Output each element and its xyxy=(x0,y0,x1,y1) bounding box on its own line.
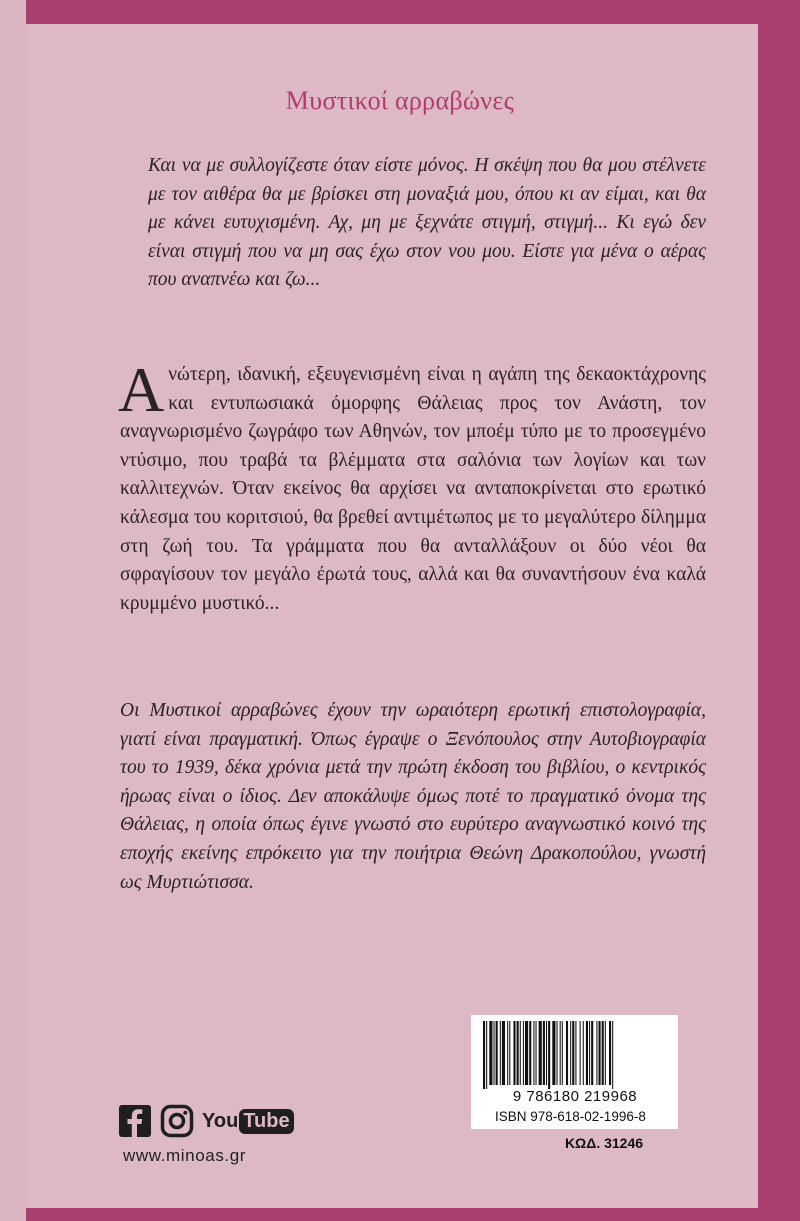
publisher-website[interactable]: www.minoas.gr xyxy=(123,1146,247,1165)
instagram-icon[interactable] xyxy=(160,1104,194,1138)
opening-quote: Και να με συλλογίζεστε όταν είστε μόνος. Η σκέψη που θα μου στέλνετε με τον αιθέρα θα με βρίσκει στη μοναξιά μου, όπου κι αν είμαι, και θα με κάνει ευτυχισμένη. Αχ, μη με ξεχνάτε στιγμή, στιγμή... Κι εγώ δεν είναι στιγμή που να μη σας έχω στον νου μου. Είστε για μένα ο αέρας που αναπνέω και ζω... xyxy=(148,155,706,291)
product-code: ΚΩΔ. 31246 xyxy=(564,1135,644,1151)
barcode-area xyxy=(471,1015,678,1129)
youtube-you-text: You xyxy=(202,1109,239,1132)
isbn-text: ISBN 978-618-02-1996-8 xyxy=(495,1109,646,1124)
author-note: Οι Μυστικοί αρραβώνες έχουν την ωραιότερη ερωτική επιστολογραφία, γιατί είναι πραγματική. Όπως έγραψε ο Ξενόπουλος στην Αυτοβιογραφία του το 1939, δέκα χρόνια μετά την πρώτη έκδοση του βιβλίου, ο κεντρικός ήρωας είναι ο ίδιος. Δεν αποκάλυψε όμως ποτέ το πραγματικό όνομα της Θάλειας, η οποία όπως έγινε γνωστό στο ευρύτερο αναγνωστικό κοινό της εποχής εκείνης επρόκειτο για την ποιήτρια Θεώνη Δρακοπούλου, γνωστή ως Μυρτιώτισσα. xyxy=(120,700,706,893)
barcode-number: 9 786180 219968 xyxy=(512,1088,638,1105)
description-text: νώτερη, ιδανική, εξευγενισμένη είναι η αγάπη της δεκαοκτάχρονης και εντυπωσιακά όμορφης Θάλειας προς τον Ανάστη, τον αναγνωρισμένο ζωγράφο των Αθηνών, τον μποέμ τύπο με το προσεγμένο ντύσιμο, που τραβά τα βλέμματα στα σαλόνια των λογίων και των καλλιτεχνών. Όταν εκείνος θα αρχίσει να ανταποκρίνεται στο ερωτικό κάλεσμα του κοριτσιού, θα βρεθεί αντιμέτωπος με το μεγαλύτερο δίλημμα στη ζωή του. Τα γράμματα που θα ανταλλάξουν οι δύο νέοι θα σφραγίσουν τον μεγάλο έρωτά τους, αλλά και θα συναντήσουν ένα καλά κρυμμένο μυστικό... xyxy=(120,364,706,614)
youtube-tube-text: Tube xyxy=(239,1109,293,1134)
book-description xyxy=(118,354,706,618)
drop-cap-letter: Α xyxy=(118,354,165,425)
youtube-icon[interactable] xyxy=(202,1109,294,1134)
social-icons xyxy=(118,1104,294,1138)
barcode-icon xyxy=(481,1021,669,1089)
facebook-icon[interactable] xyxy=(118,1104,152,1138)
book-title: Μυστικοί αρραβώνες xyxy=(285,86,515,115)
cover-left-edge xyxy=(0,0,26,1221)
